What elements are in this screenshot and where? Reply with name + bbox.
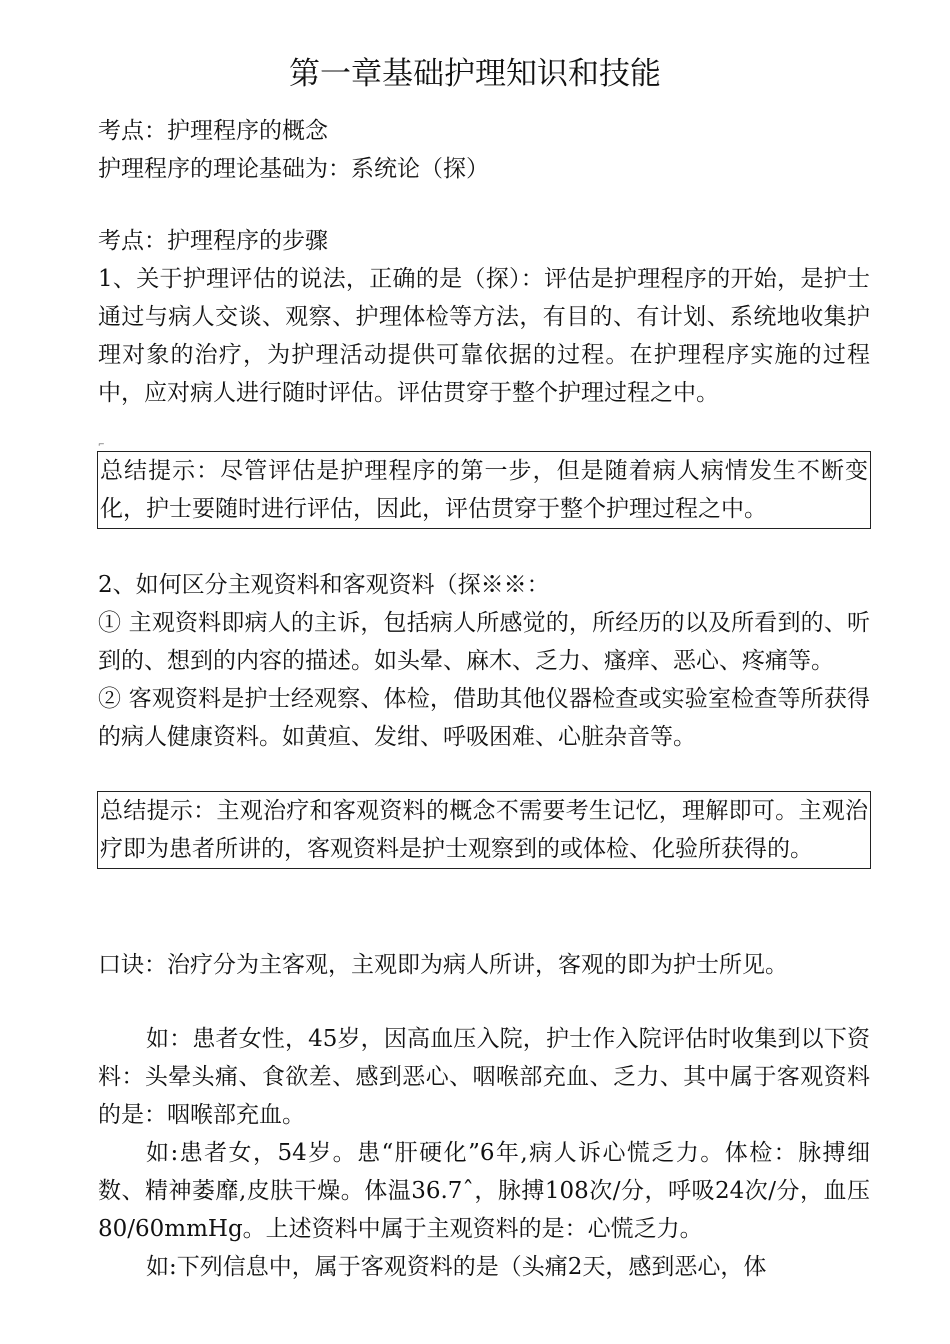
paragraph-q1: 1、关于护理评估的说法，正确的是（探）：评估是护理程序的开始，是护士通过与病人交谈、观察、护理体检等方法，有目的、有计划、系统地收集护理对象的治疗，为护理活动提供可靠依据的过程。在护理程序实施的过程中，应对病人进行随时评估。评估贯穿于整个护理过程之中。 [98, 266, 870, 406]
mnemonic: 口诀：治疗分为主客观，主观即为病人所讲，客观的即为护士所见。 [98, 952, 788, 978]
anchor-marker-icon: ⌐ [98, 440, 105, 449]
section-concept [98, 112, 870, 188]
example-3: 如:下列信息中，属于客观资料的是（头痛2天，感到恶心，体 [146, 1254, 767, 1280]
section-heading: 考点：护理程序的步骤 [98, 228, 328, 254]
section-q2 [98, 566, 870, 756]
list-item-objective: ② 客观资料是护士经观察、体检，借助其他仪器检查或实验室检查等所获得的病人健康资料。如黄疸、发绀、呼吸困难、心脏杂音等。 [98, 686, 870, 750]
summary-box-1: 总结提示：尽管评估是护理程序的第一步，但是随着病人病情发生不断变化，护士要随时进行评估，因此，评估贯穿于整个护理过程之中。 [97, 451, 871, 529]
list-item-subjective: ① 主观资料即病人的主诉，包括病人所感觉的，所经历的以及所看到的、听到的、想到的内容的描述。如头晕、麻木、乏力、瘙痒、恶心、疼痛等。 [98, 610, 870, 674]
section-steps [98, 222, 870, 412]
example-1: 如：患者女性，45岁，因高血压入院，护士作入院评估时收集到以下资料：头晕头痛、食欲差、感到恶心、咽喉部充血、乏力、其中属于客观资料的是：咽喉部充血。 [98, 1026, 870, 1128]
section-heading: 考点：护理程序的概念 [98, 118, 328, 144]
chapter-title: 第一章基础护理知识和技能 [289, 56, 661, 92]
paragraph-q2: 2、如何区分主观资料和客观资料（探※※： [98, 572, 550, 598]
examples [98, 1020, 870, 1286]
example-2: 如:患者女，54岁。患“肝硬化”6年,病人诉心慌乏力。体检：脉搏细数、精神萎靡,皮肤干燥。体温36.7ˆ，脉搏108次/分，呼吸24次/分，血压80/60mmHg。上述资料中属于主观资料的是：心慌乏力。 [98, 1140, 870, 1242]
paragraph: 护理程序的理论基础为：系统论（探） [98, 156, 489, 182]
summary-box-2: 总结提示：主观治疗和客观资料的概念不需要考生记忆，理解即可。主观治疗即为患者所讲的，客观资料是护士观察到的或体检、化验所获得的。 [97, 791, 871, 869]
